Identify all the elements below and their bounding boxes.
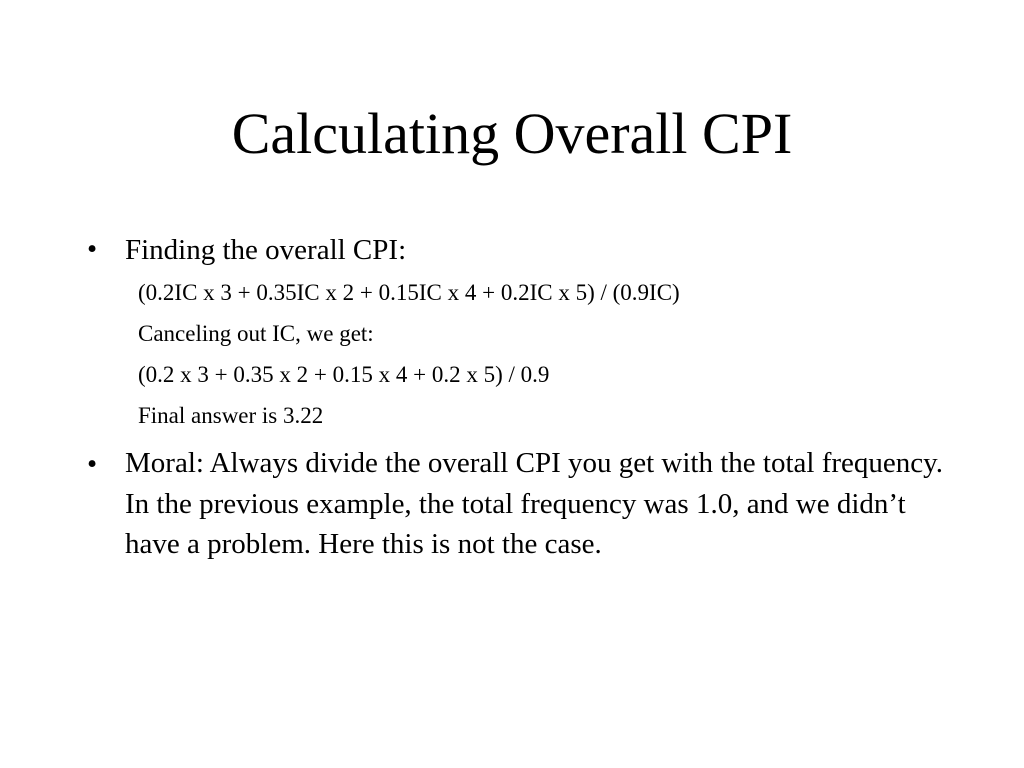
- formula-with-ic: (0.2IC x 3 + 0.35IC x 2 + 0.15IC x 4 + 0.2IC x 5) / (0.9IC): [138, 280, 680, 305]
- formula-without-ic: (0.2 x 3 + 0.35 x 2 + 0.15 x 4 + 0.2 x 5) / 0.9: [138, 362, 550, 387]
- final-answer: Final answer is 3.22: [138, 403, 324, 428]
- bullet-text-moral: Moral: Always divide the overall CPI you get with the total frequency. In the previous example, the total frequency was 1.0, and we didn’t have a problem. Here this is not the case.: [125, 447, 943, 560]
- bullet-marker: •: [87, 448, 98, 480]
- canceling-note: Canceling out IC, we get:: [138, 321, 374, 346]
- bullet-marker: •: [87, 233, 98, 265]
- slide-title: Calculating Overall CPI: [231, 101, 793, 166]
- bullet-text-finding-cpi: Finding the overall CPI:: [125, 234, 407, 266]
